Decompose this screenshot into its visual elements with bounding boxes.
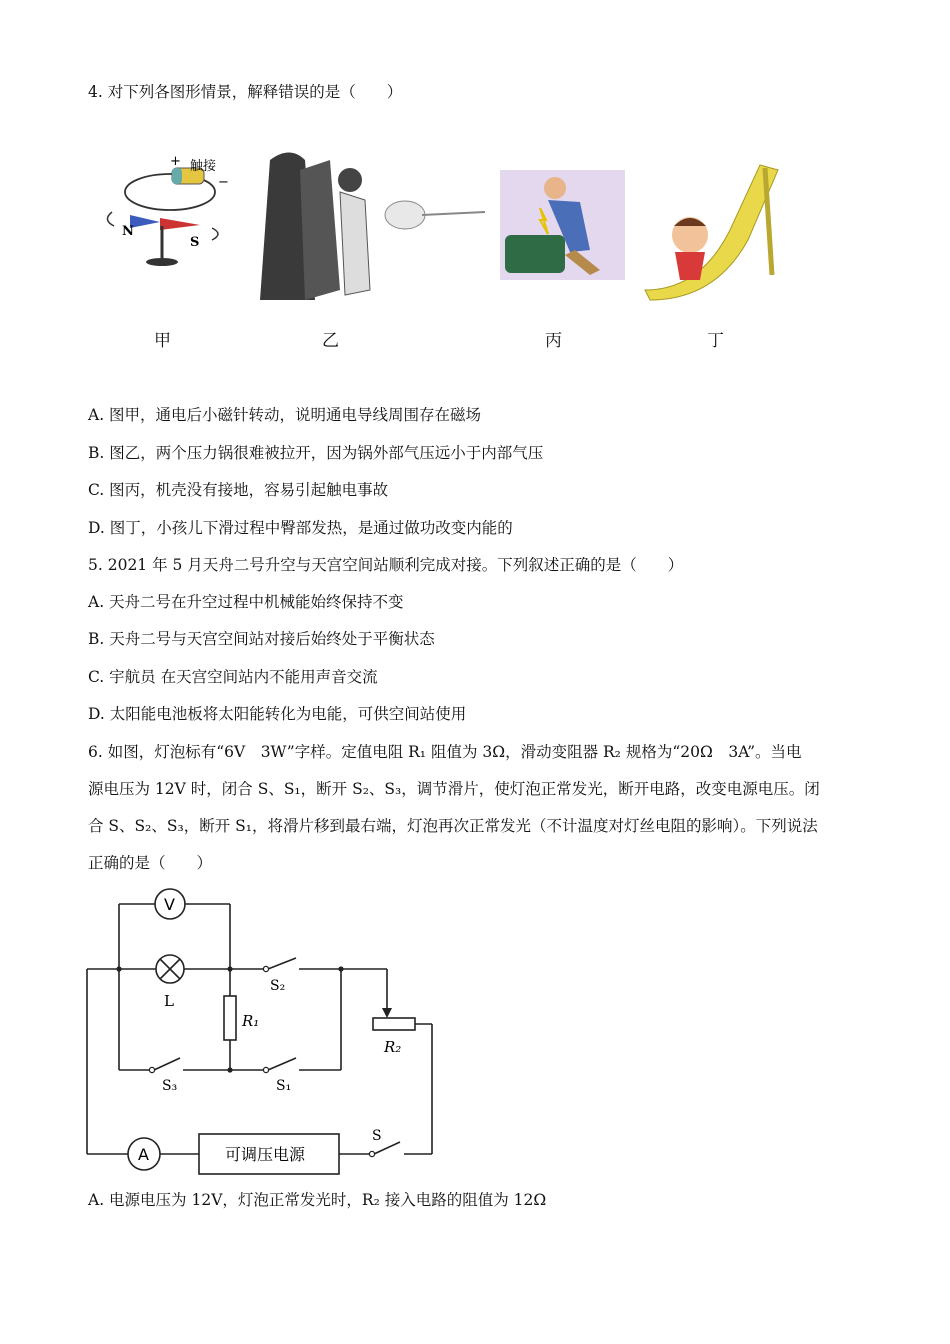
- question-6-line-1: 6. 如图，灯泡标有“6V 3W”字样。定值电阻 R₁ 阻值为 3Ω，滑动变阻器 R₂ 规格为“20Ω 3A”。当电: [88, 743, 802, 761]
- question-5-option-d: D. 太阳能电池板将太阳能转化为电能，可供空间站使用: [88, 705, 467, 723]
- switch-s-label: S: [372, 1128, 382, 1144]
- question-5-option-a: A. 天舟二号在升空过程中机械能始终保持不变: [88, 593, 404, 611]
- figure-jia-compass: [107, 154, 228, 266]
- r1-label: R₁: [242, 1012, 260, 1030]
- question-4-stem: 4. 对下列各图形情景，解释错误的是（ ）: [88, 83, 403, 101]
- question-4-option-c: C. 图丙，机壳没有接地，容易引起触电事故: [88, 481, 389, 499]
- question-6-circuit-diagram: [84, 884, 444, 1184]
- question-5-option-b: B. 天舟二号与天宫空间站对接后始终处于平衡状态: [88, 630, 435, 648]
- question-6-line-3: 合 S、S₂、S₃，断开 S₁，将滑片移到最右端，灯泡再次正常发光（不计温度对灯丝电阻的影响）。下列说法: [88, 817, 818, 835]
- lamp-symbol: [156, 955, 184, 1010]
- question-6-option-a: A. 电源电压为 12V，灯泡正常发光时，R₂ 接入电路的阻值为 12Ω: [88, 1191, 547, 1209]
- fig1-touch-label: 触接: [190, 159, 217, 174]
- question-5-stem: 5. 2021 年 5 月天舟二号升空与天宫空间站顺利完成对接。下列叙述正确的是（ ）: [88, 556, 684, 574]
- figure-label-yi: 乙: [322, 331, 339, 351]
- ammeter-symbol: [128, 1138, 160, 1170]
- figure-yi-pressure-cooker-pull: [260, 153, 485, 301]
- fig1-minus: −: [218, 175, 229, 190]
- figure-bing-motor-shock: [500, 170, 625, 280]
- r2-label: R₂: [384, 1038, 402, 1056]
- figure-label-bing: 丙: [545, 331, 562, 351]
- lamp-label: L: [164, 992, 174, 1010]
- question-4-option-d: D. 图丁，小孩儿下滑过程中臀部发热，是通过做功改变内能的: [88, 519, 513, 537]
- question-4-option-a: A. 图甲，通电后小磁针转动，说明通电导线周围存在磁场: [88, 406, 482, 424]
- voltmeter-label: V: [164, 895, 175, 914]
- figure-label-ding: 丁: [707, 331, 724, 351]
- rheostat-r2-symbol: [373, 1008, 415, 1056]
- fig1-north-label: N: [122, 224, 134, 239]
- question-5-option-c: C. 宇航员 在天宫空间站内不能用声音交流: [88, 668, 378, 686]
- switch-s1-label: S₁: [276, 1078, 292, 1094]
- question-4-option-b: B. 图乙，两个压力锅很难被拉开，因为锅外部气压远小于内部气压: [88, 444, 544, 462]
- question-6-line-2: 源电压为 12V 时，闭合 S、S₁，断开 S₂、S₃，调节滑片，使灯泡正常发光，断开电路，改变电源电压。闭: [88, 780, 820, 798]
- fig1-plus: +: [170, 154, 181, 169]
- ammeter-label: A: [138, 1145, 149, 1164]
- switch-s2-label: S₂: [270, 978, 286, 994]
- switch-s3-label: S₃: [162, 1078, 178, 1094]
- question-6-line-4: 正确的是（ ）: [88, 854, 213, 872]
- figure-label-jia: 甲: [154, 331, 171, 351]
- power-supply-symbol: [199, 1134, 339, 1174]
- resistor-r1-symbol: [224, 996, 259, 1040]
- figure-ding-slide: [645, 165, 778, 300]
- power-supply-label: 可调压电源: [225, 1145, 306, 1164]
- fig1-south-label: S: [190, 235, 200, 250]
- voltmeter-symbol: [155, 889, 185, 919]
